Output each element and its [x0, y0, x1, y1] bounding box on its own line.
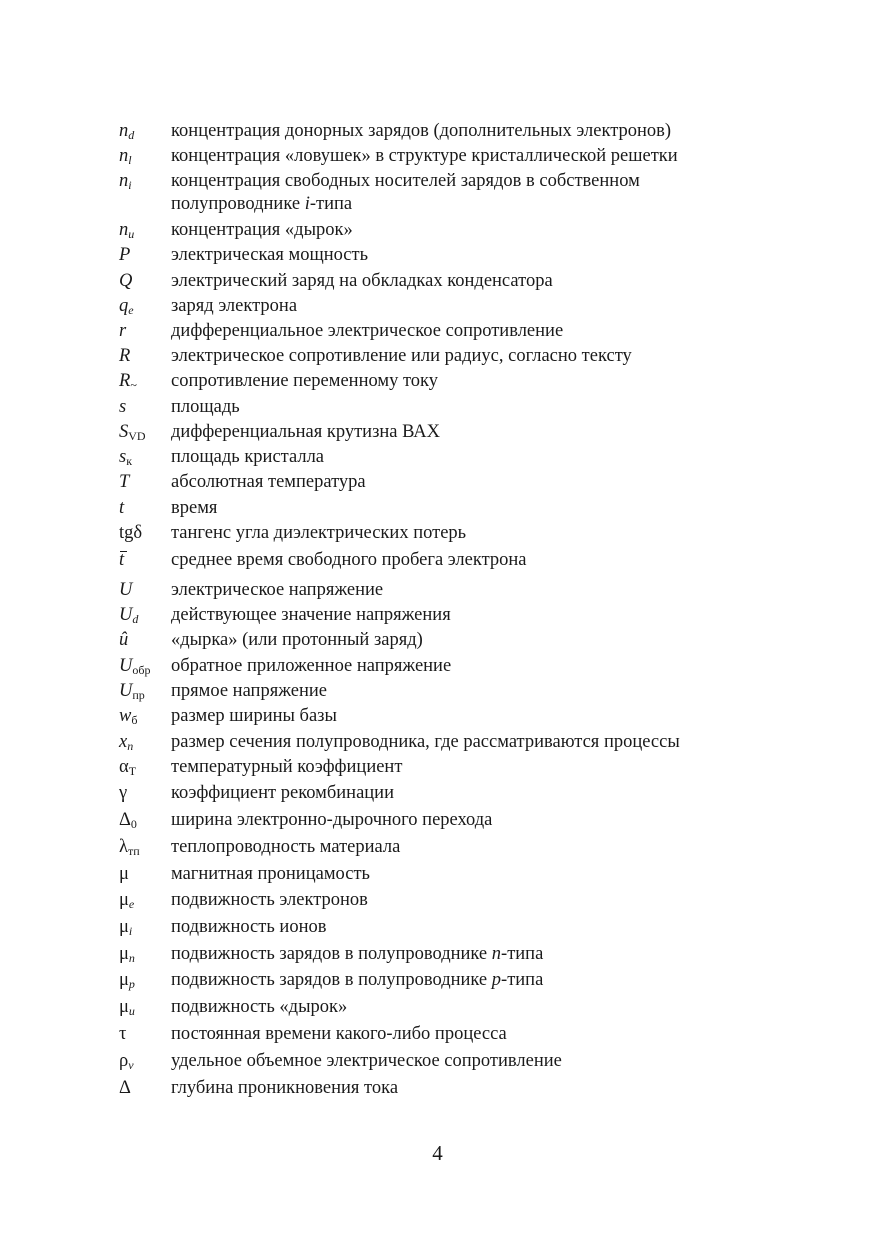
- definition: электрическое сопротивление или радиус, согласно тексту: [171, 346, 632, 366]
- symbol: $w_б$: [119, 706, 138, 727]
- definition: подвижность ионов: [171, 917, 327, 937]
- glossary-entry: [119, 863, 799, 886]
- definition: тангенс угла диэлектрических потерь: [171, 523, 467, 543]
- definition: дифференциальное электрическое сопротивление: [171, 321, 564, 341]
- definition: действующее значение напряжения: [171, 605, 451, 625]
- definition: площадь кристалла: [171, 447, 325, 467]
- glossary-entry: [119, 396, 799, 419]
- glossary-entry: [119, 471, 799, 494]
- definition: среднее время свободного пробега электрона: [171, 550, 527, 570]
- symbol: $s_к$: [119, 447, 133, 468]
- definition: подвижность зарядов в полупроводнике p-типа: [171, 970, 544, 990]
- symbol: Q: [119, 271, 133, 291]
- definition: размер ширины базы: [171, 706, 337, 726]
- definition: подвижность «дырок»: [171, 997, 348, 1017]
- definition: концентрация «ловушек» в структуре кристаллической решетки: [171, 146, 678, 166]
- glossary-entry: [119, 943, 799, 966]
- definition: время: [171, 498, 218, 518]
- definition: «дырка» (или протонный заряд): [171, 630, 423, 650]
- symbol: $\Delta_0$: [119, 810, 137, 831]
- glossary-entry: [119, 446, 799, 469]
- definition: подвижность зарядов в полупроводнике n-типа: [171, 944, 544, 964]
- definition: дифференциальная крутизна ВАХ: [171, 422, 441, 442]
- glossary-entry: [119, 320, 799, 343]
- symbol: $n_d$: [119, 121, 135, 142]
- glossary-entry: [119, 1050, 799, 1073]
- symbol: $x_n$: [119, 732, 134, 753]
- glossary-entry: [119, 219, 799, 242]
- symbol: R: [119, 346, 131, 366]
- definition: обратное приложенное напряжение: [171, 656, 452, 676]
- definition: электрическое напряжение: [171, 580, 384, 600]
- definition: концентрация донорных зарядов (дополнительных электронов): [171, 121, 672, 141]
- symbol: $\mu_n$: [119, 944, 135, 965]
- symbol: $q_e$: [119, 296, 134, 317]
- definition: размер сечения полупроводника, где рассматриваются процессы: [171, 732, 680, 752]
- symbol: $\mu_p$: [119, 970, 135, 991]
- symbol: $n_i$: [119, 171, 132, 192]
- definition: прямое напряжение: [171, 681, 327, 701]
- glossary-entry: [119, 1077, 799, 1100]
- definition: удельное объемное электрическое сопротивление: [171, 1051, 562, 1071]
- glossary-entry: [119, 270, 799, 293]
- symbol: tgδ: [119, 523, 143, 543]
- definition: электрическая мощность: [171, 245, 369, 265]
- definition: заряд электрона: [171, 296, 298, 316]
- glossary-entry: [119, 809, 799, 832]
- symbol: $U_d$: [119, 605, 139, 626]
- symbol: T: [119, 472, 130, 492]
- symbol: $\mu_u$: [119, 997, 135, 1018]
- glossary-entry: [119, 295, 799, 318]
- page-number: 4: [432, 1141, 443, 1165]
- definition: концентрация свободных носителей зарядов в собственном полупроводнике i-типа: [171, 171, 640, 214]
- symbol: τ: [119, 1024, 127, 1044]
- definition: электрический заряд на обкладках конденсатора: [171, 271, 553, 291]
- glossary-entry: [119, 120, 799, 143]
- symbol: Δ: [119, 1078, 131, 1098]
- glossary-entry: [119, 345, 799, 368]
- glossary-entry: [119, 916, 799, 939]
- definition: магнитная проницамость: [171, 864, 370, 884]
- glossary-entry: [119, 370, 799, 393]
- glossary-entry: [119, 655, 799, 678]
- glossary-entry: [119, 145, 799, 168]
- symbol: $\lambda_{тп}$: [119, 837, 140, 858]
- glossary-entry: [119, 244, 799, 267]
- glossary-entry: [119, 969, 799, 992]
- definition: коэффициент рекомбинации: [171, 783, 394, 803]
- glossary-entry: [119, 497, 799, 520]
- definition: постоянная времени какого-либо процесса: [171, 1024, 507, 1044]
- symbol: $n_u$: [119, 220, 135, 241]
- definition: сопротивление переменному току: [171, 371, 439, 391]
- overline-symbol: t: [119, 550, 125, 570]
- glossary-entry: [119, 170, 799, 216]
- symbol: t: [119, 498, 125, 518]
- symbol: $U_{обр}$: [119, 656, 151, 677]
- glossary-entry: [119, 731, 799, 754]
- glossary-entry: [119, 996, 799, 1019]
- symbol: û: [119, 630, 129, 650]
- definition: концентрация «дырок»: [171, 220, 353, 240]
- glossary-entry: [119, 836, 799, 859]
- definition: глубина проникновения тока: [171, 1078, 399, 1098]
- glossary-entry: [119, 756, 799, 779]
- symbol: γ: [119, 783, 128, 803]
- symbol: $\mu_i$: [119, 917, 133, 938]
- glossary-entry: [119, 680, 799, 703]
- symbol: s: [119, 397, 127, 417]
- definition: подвижность электронов: [171, 890, 368, 910]
- symbol: $\mu_e$: [119, 890, 135, 911]
- symbol: $R_\sim$: [119, 371, 137, 392]
- definition: теплопроводность материала: [171, 837, 401, 857]
- glossary-entry: [119, 579, 799, 602]
- glossary-entry: [119, 705, 799, 728]
- symbol: [119, 549, 171, 572]
- glossary-entry: [119, 421, 799, 444]
- glossary-entry: [119, 629, 799, 652]
- symbol: U: [119, 580, 133, 600]
- symbol: $S_{VD}$: [119, 422, 146, 443]
- glossary-entry: [119, 549, 799, 572]
- symbol: $n_l$: [119, 146, 132, 167]
- glossary-entry: [119, 522, 799, 545]
- symbol: r: [119, 321, 127, 341]
- glossary-entry: [119, 1023, 799, 1046]
- glossary-entry: [119, 604, 799, 627]
- definition: площадь: [171, 397, 240, 417]
- definition: ширина электронно-дырочного перехода: [171, 810, 493, 830]
- symbol: $\rho_v$: [119, 1051, 134, 1072]
- glossary-entry: [119, 782, 799, 805]
- glossary-entry: [119, 889, 799, 912]
- symbol: μ: [119, 864, 129, 884]
- symbol: P: [119, 245, 131, 265]
- definition: температурный коэффициент: [171, 757, 403, 777]
- definition: абсолютная температура: [171, 472, 366, 492]
- symbol: $U_{пр}$: [119, 681, 145, 702]
- symbol: $\alpha_Т$: [119, 757, 137, 778]
